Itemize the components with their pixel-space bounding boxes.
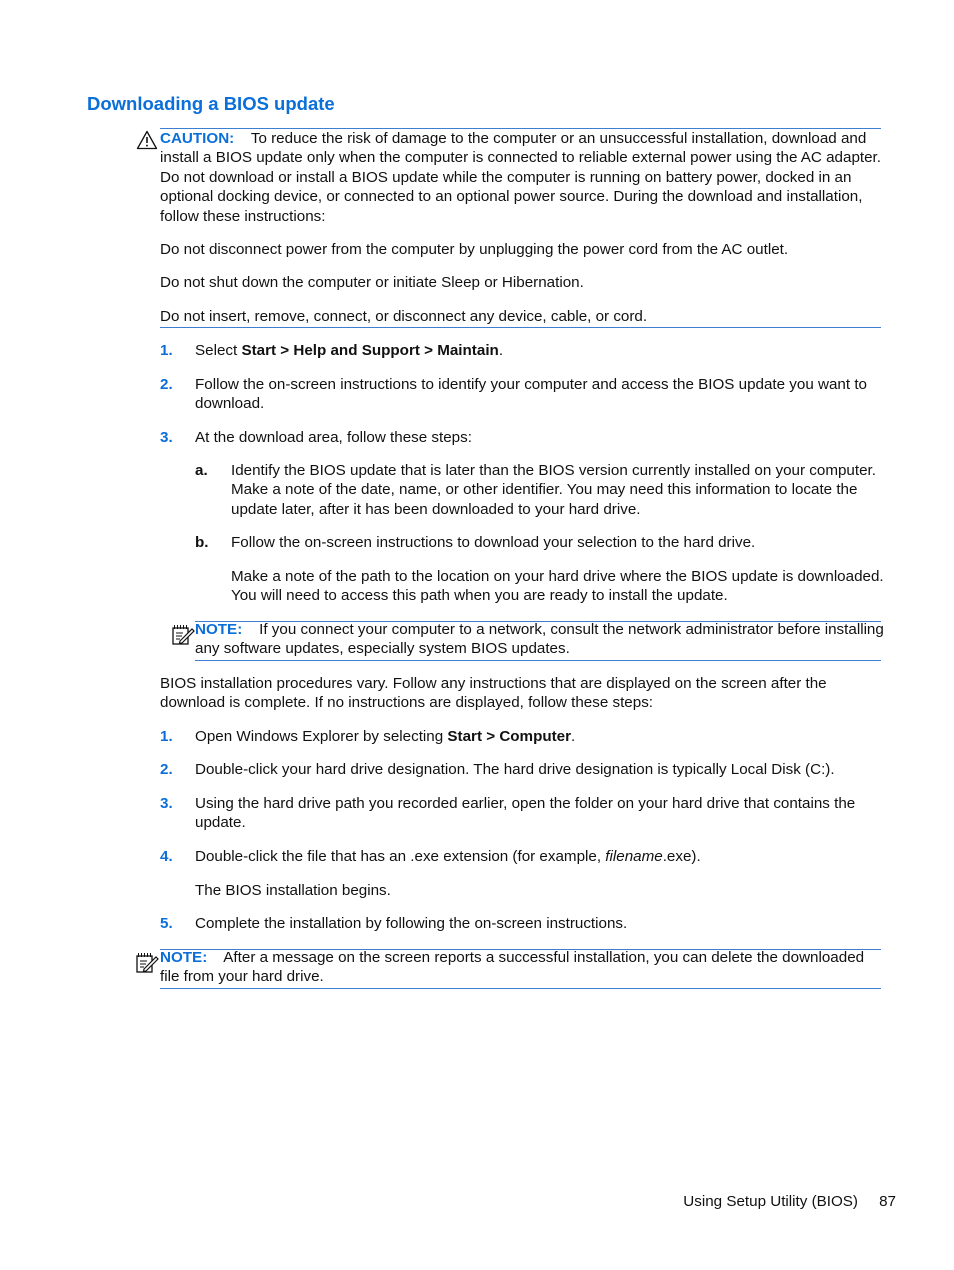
caution-item: Do not disconnect power from the computer by unplugging the power cord from the AC outlet.: [160, 241, 789, 258]
caution-paragraph: [160, 129, 885, 226]
step-text: At the download area, follow these steps:: [195, 429, 472, 446]
step-text: Select Start > Help and Support > Maintain.: [195, 342, 504, 359]
step-number: 2.: [160, 761, 173, 778]
step-text: Using the hard drive path you recorded earlier, open the folder on your hard drive that contains the update.: [195, 795, 856, 832]
note1-label: NOTE:: [195, 621, 243, 638]
note2-text: After a message on the screen reports a successful installation, you can delete the downloaded file from your hard drive.: [160, 949, 865, 986]
step-text: Open Windows Explorer by selecting Start > Computer.: [195, 728, 576, 745]
step-number: 2.: [160, 376, 173, 393]
caution-label: CAUTION:: [160, 130, 235, 147]
warning-triangle-icon: [136, 130, 158, 150]
caution-text: To reduce the risk of damage to the computer or an unsuccessful installation, download and install a BIOS update only when the computer is connected to reliable external power using the AC adapter. Do not download or install a BIOS update while the computer is running on battery power, docked in an optional docking device, or connected to an optional power source. During the download and installation, follow these instructions:: [160, 130, 881, 225]
substep-followup: Make a note of the path to the location on your hard drive where the BIOS update is downloaded. You will need to access this path when you are ready to install the update.: [231, 568, 884, 605]
note2-paragraph: [160, 948, 885, 987]
caution-item: Do not shut down the computer or initiate Sleep or Hibernation.: [160, 274, 584, 291]
step-number: 1.: [160, 728, 173, 745]
note1-paragraph: [195, 620, 885, 659]
step-text: Complete the installation by following the on-screen instructions.: [195, 915, 628, 932]
step-text: Double-click your hard drive designation. The hard drive designation is typically Local Disk (C:).: [195, 761, 835, 778]
step-number: 3.: [160, 429, 173, 446]
note-pad-icon: [171, 623, 195, 647]
substep-text: Follow the on-screen instructions to download your selection to the hard drive.: [231, 534, 756, 551]
caution-bottom-rule: [160, 327, 881, 328]
intro-paragraph: BIOS installation procedures vary. Follow any instructions that are displayed on the screen after the download is complete. If no instructions are displayed, follow these steps:: [160, 675, 827, 712]
note-pad-icon: [135, 951, 159, 975]
step-number: 5.: [160, 915, 173, 932]
note1-bottom-rule: [195, 660, 881, 661]
note2-bottom-rule: [160, 988, 881, 989]
substep-text: Identify the BIOS update that is later than the BIOS version currently installed on your computer. Make a note of the date, name, or other identifier. You may need this information to locate the update later, after it has been downloaded to your hard drive.: [231, 462, 876, 518]
caution-item: Do not insert, remove, connect, or disconnect any device, cable, or cord.: [160, 308, 648, 325]
step-number: 1.: [160, 342, 173, 359]
page-number: 87: [879, 1193, 896, 1210]
substep-letter: b.: [195, 534, 209, 551]
step-number: 3.: [160, 795, 173, 812]
footer-title: Using Setup Utility (BIOS): [683, 1193, 858, 1210]
step-text: Follow the on-screen instructions to identify your computer and access the BIOS update you want to download.: [195, 376, 867, 413]
note2-label: NOTE:: [160, 949, 208, 966]
step-text: Double-click the file that has an .exe extension (for example, filename.exe).: [195, 848, 701, 865]
step-followup: The BIOS installation begins.: [195, 882, 391, 899]
substep-letter: a.: [195, 462, 208, 479]
note1-text: If you connect your computer to a network, consult the network administrator before installing any software updates, especially system BIOS updates.: [195, 621, 884, 658]
step-number: 4.: [160, 848, 173, 865]
section-title: Downloading a BIOS update: [87, 93, 335, 114]
